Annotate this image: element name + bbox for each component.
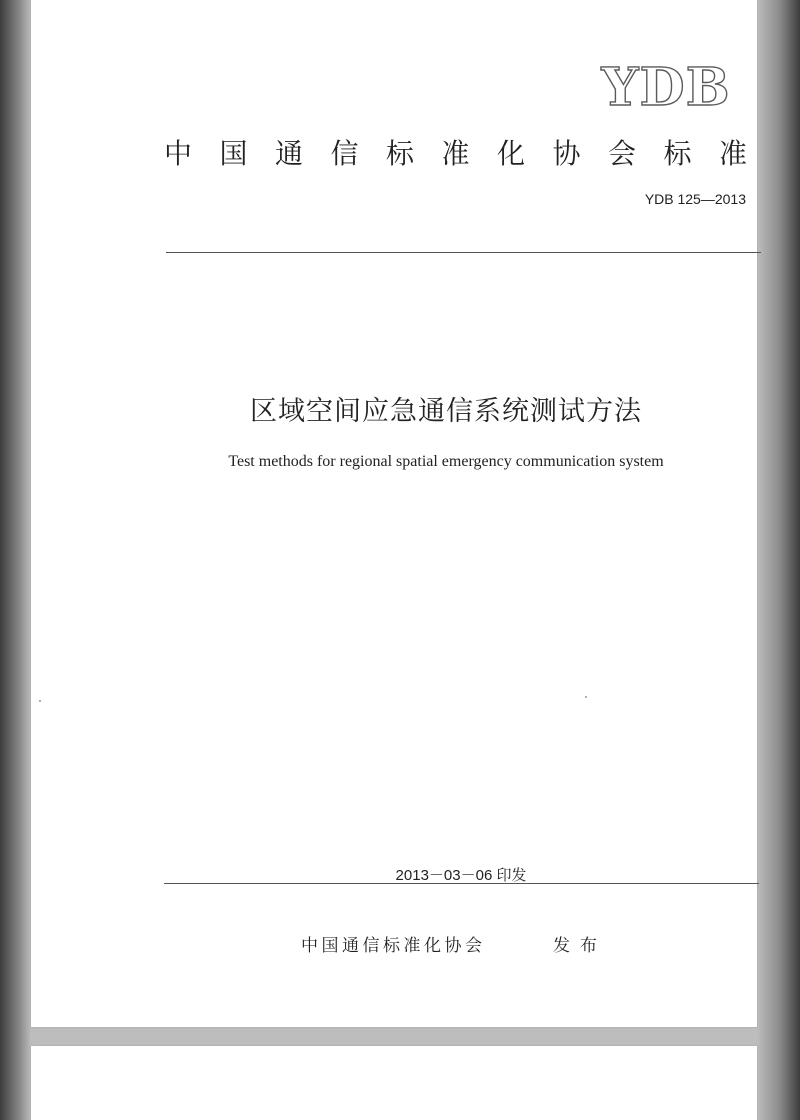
scan-speck — [39, 700, 41, 702]
document-title-english: Test methods for regional spatial emergency communication system — [228, 453, 664, 470]
issue-date: 2013－03－06 印发 — [395, 867, 527, 884]
next-page — [31, 1046, 757, 1120]
ydb-logo: YDB — [591, 58, 741, 118]
bottom-divider — [164, 883, 759, 884]
standard-number: YDB 125—2013 — [644, 191, 746, 207]
scan-speck — [585, 696, 587, 698]
top-divider — [166, 252, 761, 253]
org-standard-title: 中国通信标准化协会标准 — [164, 137, 775, 170]
publisher-name: 中国通信标准化协会 — [301, 936, 486, 956]
document-title-chinese: 区域空间应急通信系统测试方法 — [250, 396, 642, 427]
publish-label: 发布 — [553, 936, 607, 956]
cover-page — [31, 0, 775, 1027]
